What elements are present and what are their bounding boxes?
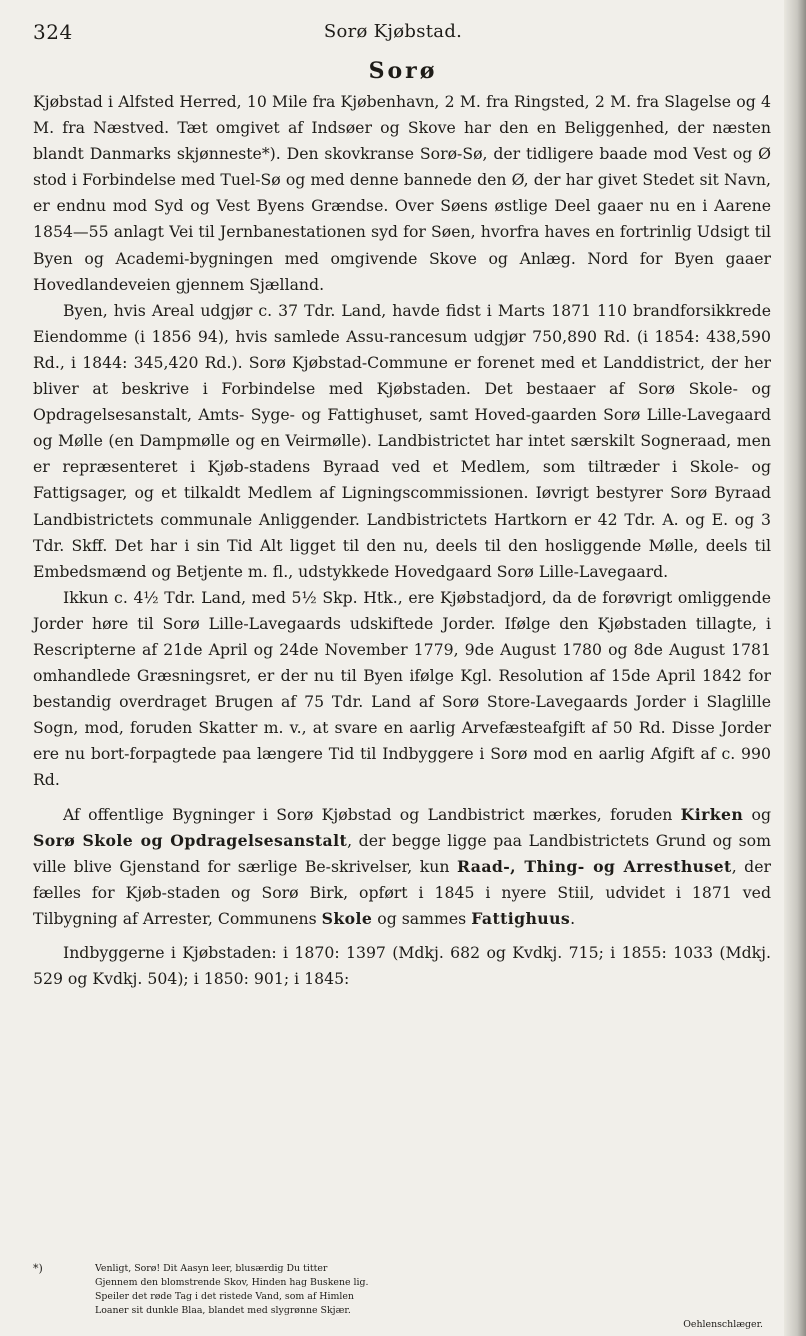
footnote-mark: *) [33, 1262, 43, 1275]
paragraph-land: Ikkun c. 4½ Tdr. Land, med 5½ Skp. Htk., ere Kjøbstadjord, da de forøvrigt omliggende Jorder høre til Sorø Lille-Lavegaards udskiftede Jorder. Ifølge den Kjøbstaden tillagte, i Rescripterne af 21de April og 24de November 1779, 9de August 1780 og 8de August 1781 omhandlede Græsningsret, er der nu til Byen ifølge Kgl. Resolution af 15de April 1842 for bestandig overdraget Brugen af 75 Tdr. Land af Sorø Store-Lavegaards Jorder i Slaglille Sogn, mod, foruden Skatter m. v., at svare en aarlig Arvefæsteafgift af 50 Rd. Disse Jorder ere nu bort-forpagtede paa længere Tid til Indbyggere i Sorø mod en aarlig Afgift af c. 990 Rd. [33, 587, 771, 790]
paragraph-intro: Kjøbstad i Alfsted Herred, 10 Mile fra Kjøbenhavn, 2 M. fra Ringsted, 2 M. fra Slagelse og 4 M. fra Næstved. Tæt omgivet af Indsøer og Skove har den en Beliggenhed, der næsten blandt Danmarks skjønneste*). Den skovkranse Sorø-Sø, der tidligere baade mod Vest og Ø stod i Forbindelse med Tuel-Sø og med denne bannede den Ø, der har givet Stedet sit Navn, er endnu mod Syd og Vest Byens Grændse. Over Søens østlige Deel gaaer nu en i Aarene 1854—55 anlagt Vei til Jernbanestationen syd for Søen, hvorfra haves en fortrinlig Udsigt til Byen og Academi-bygningen med omgivende Skove og Anlæg. Nord for Byen gaaer Hovedlandeveien gjennem Sjælland. [33, 92, 771, 294]
bold-raad-thing-arresthuset: Raad-, Thing- og Arresthuset [456, 856, 732, 876]
paragraph-buildings-text-4: , der fælles for Kjøb-staden og Sorø Birk, opført i 1845 i nyere Stiil, udvidet i 1871 ved Tilbygning af Arrester, Communens [33, 856, 771, 928]
book-spine-edge [784, 0, 806, 1336]
footnote-line: Speiler det røde Tag i det ristede Vand, som af Himlen [95, 1291, 354, 1302]
bold-skole: Skole [321, 908, 373, 928]
paragraph-buildings-text-2: og [743, 804, 771, 824]
footnote-signature: Oehlenschlæger. [683, 1319, 763, 1330]
page-number: 324 [33, 20, 73, 44]
paragraph-population: Indbyggerne i Kjøbstaden: i 1870: 1397 (Mdkj. 682 og Kvdkj. 715; i 1855: 1033 (Mdkj. 529 og Kvdkj. 504); i 1850: 901; i 1845: [33, 943, 771, 989]
footnote-poem [95, 1262, 771, 1332]
paragraph-buildings-text-1: Af offentlige Bygninger i Sorø Kjøbstad og Landbistrict mærkes, foruden [63, 804, 681, 824]
bold-skole-opdragelsesanstalt: Sorø Skole og Opdragelsesanstalt [33, 830, 348, 850]
paragraph-area: Byen, hvis Areal udgjør c. 37 Tdr. Land, havde fidst i Marts 1871 110 brandforsikkrede Eiendomme (i 1856 94), hvis samlede Assu-rancesum udgjør 750,890 Rd. (i 1854: 438,590 Rd., i 1844: 345,420 Rd.). Sorø Kjøbstad-Commune er forenet med et Landdistrict, der her bliver at beskrive i Forbindelse med Kjøbstaden. Det bestaaer af Sorø Skole- og Opdragelsesanstalt, Amts- Syge- og Fattighuset, samt Hoved-gaarden Sorø Lille-Lavegaard og Mølle (en Dampmølle og en Veirmølle). Landbistrictet har intet særskilt Sogneraad, men er repræsenteret i Kjøb-stadens Byraad ved et Medlem, som tiltræder i Skole- og Fattigsager, og et tilkaldt Medlem af Ligningscommissionen. Iøvrigt bestyrer Sorø Byraad Landbistrictets communale Anliggender. Landbistrictets Hartkorn er 42 Tdr. A. og E. og 3 Tdr. Skff. Det har i sin Tid Alt ligget til den nu, deels til den hosliggende Mølle, deels til Embedsmænd og Betjente m. fl., udstykkede Hovedgaard Sorø Lille-Lavegaard. [33, 300, 771, 581]
bold-kirken: Kirken [680, 804, 744, 824]
footnote-line: Venligt, Sorø! Dit Aasyn leer, blusærdig Du titter [95, 1263, 328, 1274]
section-title: Sorø [368, 58, 438, 84]
running-head: Sorø Kjøbstad. [323, 21, 463, 42]
footnote-line: Loaner sit dunkle Blaa, blandet med slygrønne Skjær. [95, 1305, 351, 1316]
footnote-line: Gjennem den blomstrende Skov, Hinden hag Buskene lig. [95, 1277, 369, 1288]
footnote [33, 1262, 771, 1332]
paragraph-buildings-text-6: . [570, 908, 576, 928]
paragraph-buildings [33, 802, 771, 932]
paragraph-buildings-text-3: , der begge ligge paa Landbistrictets Grund og som ville blive Gjenstand for særlige Be-skrivelser, kun [33, 830, 771, 876]
paragraph-buildings-text-5: og sammes [372, 908, 472, 928]
bold-fattighuus: Fattighuus [471, 908, 571, 928]
body-text [33, 89, 771, 992]
page-header [33, 20, 753, 50]
